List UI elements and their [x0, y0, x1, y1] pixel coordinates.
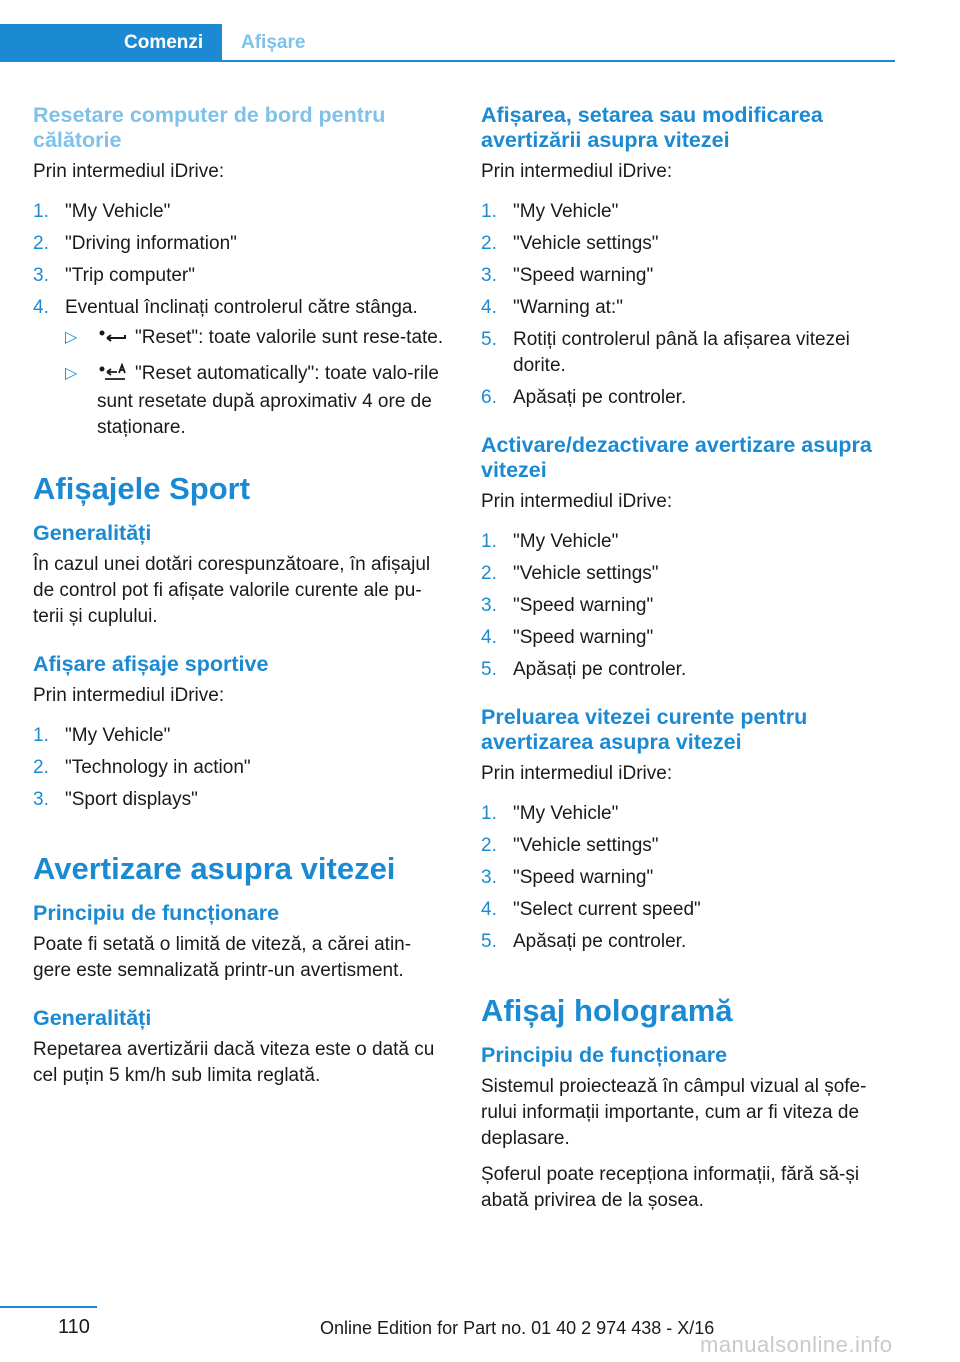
current-speed-title: Preluarea vitezei curente pentru avertizarea asupra vitezei: [481, 705, 808, 754]
list-item: 5. Rotiți controlerul până la afișarea vitezei dorite.: [481, 329, 850, 376]
speed-principle-title: Principiu de funcționare: [33, 901, 280, 925]
hologram-title: Afișaj hologramă: [481, 993, 733, 1028]
speed-general-text: Repetarea avertizării dacă viteza este o dată cu cel puțin 5 km/h sub limita reglată.: [33, 1039, 435, 1086]
reset-trip-title: Resetare computer de bord pentru călătorie: [33, 103, 386, 152]
display-steps: [481, 199, 895, 411]
speed-general-title: Generalități: [33, 1006, 152, 1030]
tab-comenzi[interactable]: Comenzi: [0, 24, 222, 62]
current-intro: Prin intermediul iDrive:: [481, 763, 673, 784]
list-item: 1. "My Vehicle": [33, 725, 171, 746]
list-item: 1. "My Vehicle": [33, 201, 171, 222]
sport-general-text: În cazul unei dotări corespunzătoare, în afișajul de control pot fi afișate valorile curente ale pu-terii și cuplului.: [33, 554, 431, 627]
list-item: 1. "My Vehicle": [481, 201, 619, 222]
footer-rule: [0, 1306, 97, 1308]
display-intro: Prin intermediul iDrive:: [481, 161, 673, 182]
sport-show-intro: Prin intermediul iDrive:: [33, 685, 225, 706]
speed-warning-title: Avertizare asupra vitezei: [33, 851, 396, 886]
sport-general-title: Generalități: [33, 521, 152, 545]
activate-intro: Prin intermediul iDrive:: [481, 491, 673, 512]
reset-automatically-icon: [97, 363, 129, 389]
list-item: 3. "Speed warning": [481, 867, 654, 888]
list-item: 4. "Select current speed": [481, 899, 701, 920]
header-bar: [0, 0, 960, 62]
reset-icon: [97, 327, 129, 353]
list-item: 1. "My Vehicle": [481, 803, 619, 824]
list-item: 5. Apăsați pe controler.: [481, 659, 687, 680]
list-item: 2. "Vehicle settings": [481, 563, 659, 584]
sport-show-title: Afișare afișaje sportive: [33, 652, 269, 676]
list-item: 1. "My Vehicle": [481, 531, 619, 552]
list-item: 4. "Warning at:": [481, 297, 623, 318]
list-item: 2. "Vehicle settings": [481, 233, 659, 254]
sub-item-reset: ▷ "Reset": toate valorile sunt rese-tate.: [65, 325, 448, 353]
hologram-text-1: Sistemul proiectează în câmpul vizual al șofe-rului informații importante, cum ar fi viteza de deplasare.: [481, 1076, 867, 1149]
list-item: 3. "Speed warning": [481, 265, 654, 286]
left-column: [33, 103, 448, 1089]
list-item: 5. Apăsați pe controler.: [481, 931, 687, 952]
activate-speed-warning-title: Activare/dezactivare avertizare asupra vitezei: [481, 433, 872, 482]
speed-principle-text: Poate fi setată o limită de viteză, a cărei atin-gere este semnalizată printr-un avertisment.: [33, 934, 412, 981]
watermark: manualsonline.info: [700, 1332, 893, 1357]
list-item: 6. Apăsați pe controler.: [481, 387, 687, 408]
tab-afisare[interactable]: Afișare: [241, 32, 306, 53]
hologram-principle-title: Principiu de funcționare: [481, 1043, 728, 1067]
reset-sub-options: [65, 325, 448, 441]
sub-item-reset-automatically: ▷ "Reset automatically": toate valo-rile sunt resetate după aproximativ 4 ore de staționare.: [65, 363, 439, 438]
display-speed-warning-title: Afișarea, setarea sau modificarea avertizării asupra vitezei: [481, 103, 823, 152]
header-rule: [0, 60, 895, 62]
list-item: 2. "Vehicle settings": [481, 835, 659, 856]
activate-steps: [481, 529, 895, 683]
list-item: 2. "Technology in action": [33, 757, 251, 778]
list-item: 4. Eventual înclinați controlerul către stânga. ▷ "Reset": toate valorile sunt rese-tate. ▷ "Reset automatically": toate valo-rile sunt resetate după aproximativ 4 ore de staționare.: [33, 295, 448, 441]
sport-displays-title: Afișajele Sport: [33, 471, 251, 506]
list-item: 3. "Speed warning": [481, 595, 654, 616]
list-item: 4. "Speed warning": [481, 627, 654, 648]
reset-intro: Prin intermediul iDrive:: [33, 161, 225, 182]
hologram-text-2: Șoferul poate recepționa informații, fără să-și abată privirea de la șosea.: [481, 1164, 860, 1211]
list-item: 2. "Driving information": [33, 233, 237, 254]
page-number: 110: [58, 1316, 90, 1338]
sport-show-steps: [33, 723, 448, 813]
list-item: 3. "Trip computer": [33, 265, 195, 286]
list-item: 3. "Sport displays": [33, 789, 198, 810]
right-column: [481, 103, 895, 1214]
reset-steps: [33, 199, 448, 441]
current-steps: [481, 801, 895, 955]
edition-text: Online Edition for Part no. 01 40 2 974 438 - X/16: [320, 1318, 715, 1338]
